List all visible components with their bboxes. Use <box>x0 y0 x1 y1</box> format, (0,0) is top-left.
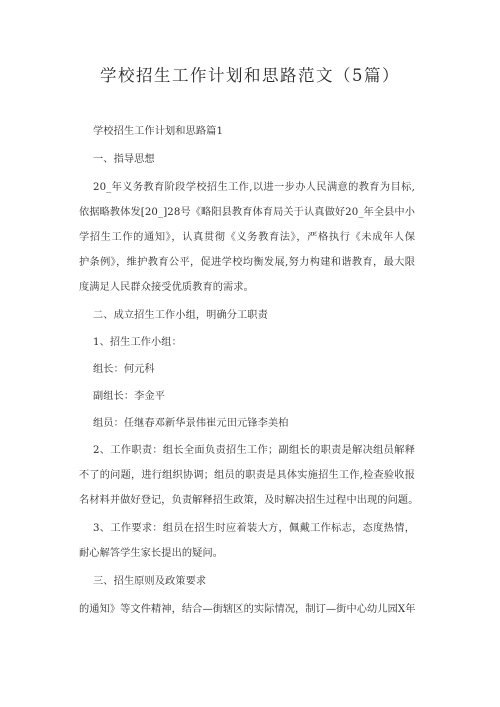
paragraph-line: 度满足人民群众接受优质教育的需求。 <box>79 282 254 293</box>
document-title: 学校招生工作计划和思路范文（5篇） <box>100 66 400 85</box>
section-heading-piece-1: 学校招生工作计划和思路篇1 <box>93 126 224 137</box>
heading-guiding-ideology: 一、指导思想 <box>93 154 155 165</box>
paragraph-line: 3、工作要求：组员在招生时应着装大方，佩戴工作标志，态度热情， <box>93 523 415 534</box>
subheading-working-group: 1、招生工作小组： <box>93 337 182 348</box>
group-members: 组员：任继春邓新华景伟崔元田元锋李美柏 <box>93 418 289 429</box>
paragraph-line: 护条例》，维护教育公平，促进学校均衡发展,努力构建和谐教育，最大限 <box>79 257 415 268</box>
group-leader: 组长：何元科 <box>93 364 155 375</box>
paragraph-line: 耐心解答学生家长提出的疑问。 <box>79 548 224 559</box>
paragraph-line: 2、工作职责：组长全面负责招生工作；副组长的职责是解决组员解释 <box>93 445 415 456</box>
paragraph-line: 的通知》等文件精神，结合—街辖区的实际情况，制订—街中心幼儿园X年 <box>79 604 416 615</box>
paragraph-line: 名材料并做好登记，负责解释招生政策，及时解决招生过程中出现的问题。 <box>79 495 419 506</box>
paragraph-line: 学招生工作的通知》，认真贯彻《义务教育法》，严格执行《未成年人保 <box>79 232 415 243</box>
deputy-group-leader: 副组长：李金平 <box>93 391 166 402</box>
paragraph-line: 依据略教体发[20_]28号《略阳县教育体育局关于认真做好20_年全县中小 <box>79 207 415 218</box>
paragraph-line: 不了的问题，进行组织协调；组员的职责是具体实施招生工作,检查验收报 <box>79 470 415 481</box>
heading-working-group: 二、成立招生工作小组，明确分工职责 <box>93 310 268 321</box>
paragraph-line: 20_年义务教育阶段学校招生工作,以进一步办人民满意的教育为目标, <box>93 182 415 193</box>
heading-enrollment-principles: 三、招生原则及政策要求 <box>93 576 207 587</box>
